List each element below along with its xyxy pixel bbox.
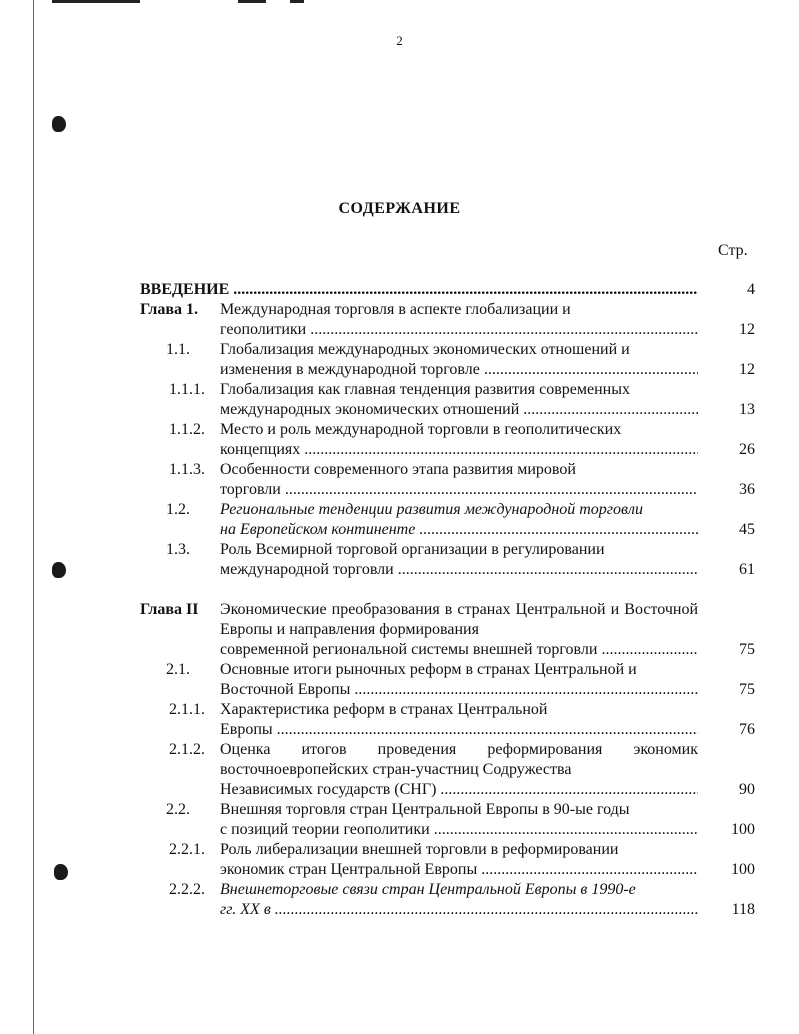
toc-entry-last-text: ВВЕДЕНИЕ [140, 281, 230, 298]
toc-entry-last-text: современной региональной системы внешней торговли [220, 641, 598, 658]
scan-top-mark [52, 0, 140, 3]
toc-entry-last-text: изменения в международной торговле [220, 361, 480, 378]
toc-entry-last-line [220, 400, 698, 420]
toc-entry-last-text: Восточной Европы [220, 681, 351, 698]
toc-entry-line: Основные итоги рыночных реформ в странах Центральной и [220, 661, 637, 678]
toc-entry-last-line [220, 360, 698, 380]
toc-entry [140, 800, 755, 840]
page-number: 2 [396, 33, 403, 48]
toc-entry-last-line [220, 820, 698, 840]
scan-top-mark [238, 0, 266, 3]
toc-entry-page: 100 [731, 861, 755, 878]
toc-entry-last-line [220, 780, 698, 800]
toc-entry-line: Роль либерализации внешней торговли в реформировании [220, 841, 619, 858]
toc-entry [140, 700, 755, 740]
toc-entry [140, 340, 755, 380]
toc-entry-title [140, 280, 698, 300]
toc-entry-number: Глава II [140, 601, 199, 618]
toc-entry-line: Международная торговля в аспекте глобализации и [220, 301, 571, 318]
scan-blot [54, 864, 68, 880]
toc-entry-page: 12 [739, 321, 755, 338]
scan-blot [52, 116, 66, 132]
toc-entry-line: Роль Всемирной торговой организации в регулировании [220, 541, 605, 558]
toc-entry [140, 840, 755, 880]
toc-entry-title [220, 540, 698, 580]
toc-entry-page: 4 [747, 281, 755, 298]
toc-entry-number: 2.2. [166, 801, 190, 818]
toc-entry-title [220, 420, 698, 460]
toc-entry-last-line [220, 680, 698, 700]
toc-entry [140, 420, 755, 460]
toc-entry-last-text: с позиций теории геополитики [220, 821, 430, 838]
toc-entry-last-line [220, 860, 698, 880]
toc-entry-page: 13 [739, 401, 755, 418]
toc-entry-last-line [140, 280, 698, 300]
toc-entry-page: 26 [739, 441, 755, 458]
toc-entry-last-line [220, 480, 698, 500]
toc-entry-number: 1.1.2. [169, 421, 205, 438]
toc-entry [140, 880, 755, 920]
toc-entry-line: Региональные тенденции развития международной торговли [220, 501, 643, 518]
toc-entry-last-text: на Европейском континенте [220, 521, 416, 538]
toc-entry-last-text: экономик стран Центральной Европы [220, 861, 478, 878]
toc-entry-last-text: Независимых государств (СНГ) [220, 781, 437, 798]
toc-entry [140, 300, 755, 340]
toc-entry-number: 2.1.2. [169, 741, 205, 758]
toc-entry-number: Глава 1. [140, 301, 198, 318]
toc-entry-line: Внешняя торговля стран Центральной Европы в 90-ые годы [220, 801, 630, 818]
toc-entry-last-line [220, 720, 698, 740]
toc-entry-number: 2.1. [166, 661, 190, 678]
toc-entry-title [220, 880, 698, 920]
toc-entry-page: 45 [739, 521, 755, 538]
toc-entry [140, 540, 755, 580]
toc-entry-page: 61 [739, 561, 755, 578]
toc-entry-number: 1.3. [166, 541, 190, 558]
toc-entry-last-text: международной торговли [220, 561, 394, 578]
toc-entry-title [220, 800, 698, 840]
toc-entry-line: Характеристика реформ в странах Центральной [220, 701, 548, 718]
toc-entry-last-line [220, 520, 698, 540]
toc-entry-page: 100 [731, 821, 755, 838]
toc-entry-line: Глобализация как главная тенденция развития современных [220, 381, 630, 398]
toc-entry-line: восточноевропейских стран-участниц Содружества [220, 761, 572, 778]
toc-entry-number: 2.2.2. [169, 881, 205, 898]
toc-entry [140, 500, 755, 540]
toc-entry-number: 1.1.1. [169, 381, 205, 398]
toc-entry-last-text: гг. XX в [220, 901, 271, 918]
toc-entry-title [220, 600, 698, 660]
table-of-contents [140, 280, 755, 920]
toc-entry-title [220, 380, 698, 420]
toc-entry-line: Внешнеторговые связи стран Центральной Европы в 1990-е [220, 881, 636, 898]
toc-entry-last-text: геополитики [220, 321, 307, 338]
toc-entry-last-text: торговли [220, 481, 281, 498]
toc-entry-last-line [220, 440, 698, 460]
toc-entry-line: Особенности современного этапа развития мировой [220, 461, 576, 478]
toc-entry-line: Оценка итогов проведения реформирования экономик [220, 741, 698, 758]
toc-entry-last-text: концепциях [220, 441, 301, 458]
toc-entry [140, 740, 755, 800]
toc-entry-line: Восточной Европы и направления формирования [220, 601, 699, 638]
toc-entry-title [220, 300, 698, 340]
toc-entry-page: 75 [739, 681, 755, 698]
toc-entry-last-text: международных экономических отношений [220, 401, 520, 418]
toc-entry-number: 1.1. [166, 341, 190, 358]
page-title: СОДЕРЖАНИЕ [338, 200, 461, 217]
toc-entry-line: Место и роль международной торговли в геополитических [220, 421, 622, 438]
toc-entry-last-line [220, 640, 698, 660]
toc-entry-page: 75 [739, 641, 755, 658]
toc-entry-number: 1.2. [166, 501, 190, 518]
toc-entry-last-line [220, 560, 698, 580]
scan-binding-line [33, 0, 34, 1034]
toc-entry-title [220, 500, 698, 540]
toc-entry-number: 2.2.1. [169, 841, 205, 858]
toc-entry-last-line [220, 900, 698, 920]
toc-entry [140, 660, 755, 700]
toc-entry-last-line [220, 320, 698, 340]
toc-entry-page: 76 [739, 721, 755, 738]
toc-entry-last-text: Европы [220, 721, 273, 738]
toc-entry-page: 90 [739, 781, 755, 798]
scan-top-mark [290, 0, 304, 3]
toc-entry-title [220, 700, 698, 740]
scan-blot [52, 562, 66, 578]
toc-entry [140, 600, 755, 660]
toc-entry-page: 12 [739, 361, 755, 378]
toc-entry [140, 380, 755, 420]
page-column-header: Стр. [718, 242, 748, 259]
toc-entry [140, 280, 755, 300]
toc-entry-title [220, 740, 698, 800]
toc-entry-line: Глобализация международных экономических отношений и [220, 341, 630, 358]
toc-entry-number: 1.1.3. [169, 461, 205, 478]
toc-entry-page: 36 [739, 481, 755, 498]
toc-entry-page: 118 [731, 901, 755, 918]
toc-entry-line: Экономические преобразования в странах Центральной и [220, 601, 620, 618]
toc-entry-number: 2.1.1. [169, 701, 205, 718]
toc-entry-title [220, 340, 698, 380]
toc-entry-title [220, 460, 698, 500]
toc-entry-title [220, 840, 698, 880]
toc-entry-title [220, 660, 698, 700]
toc-entry [140, 460, 755, 500]
